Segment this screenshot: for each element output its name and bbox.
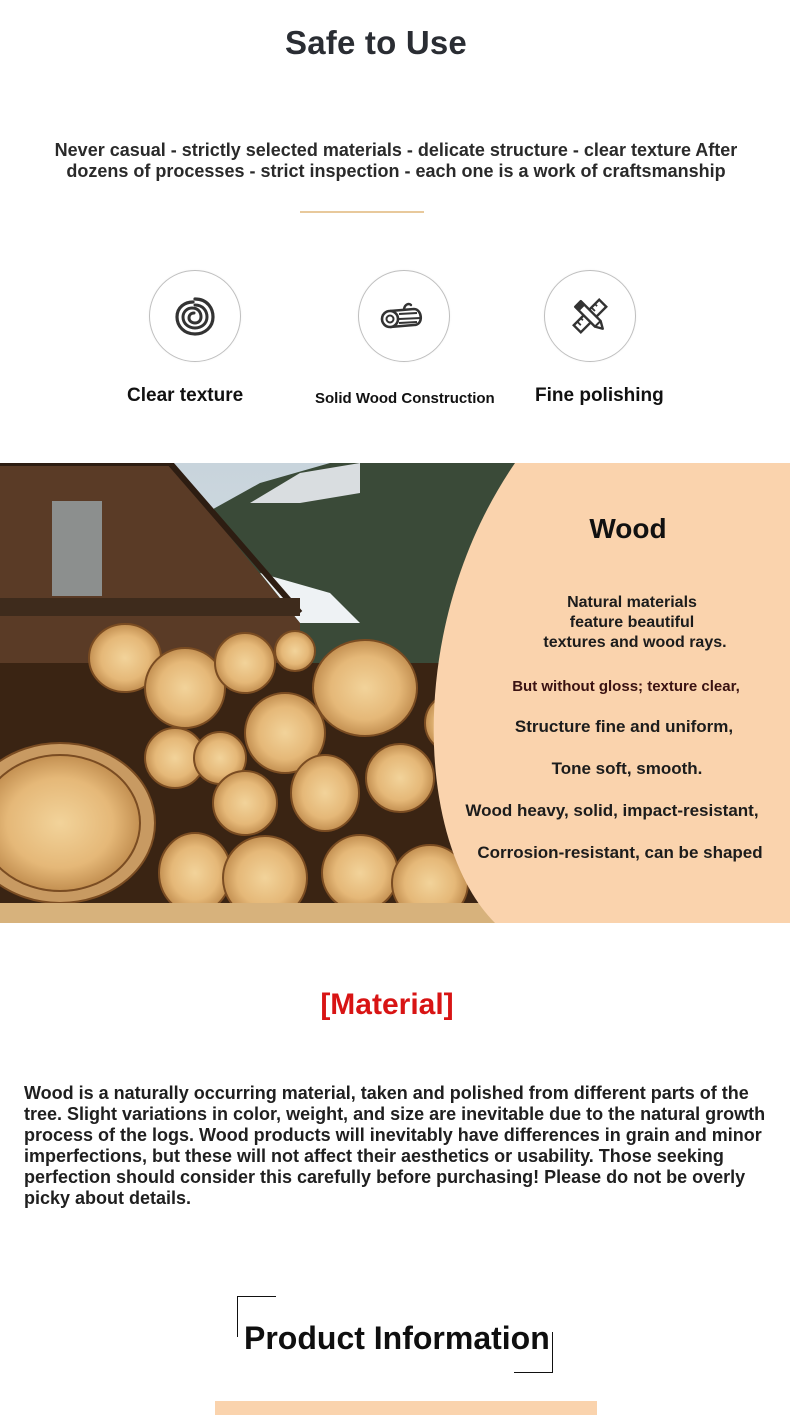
pencil-ruler-icon — [563, 289, 617, 343]
wood-line: Corrosion-resistant, can be shaped — [477, 843, 763, 862]
feature-label: Clear texture — [127, 385, 244, 406]
solid-wood-icon-circle — [358, 270, 450, 362]
feature-label: Fine polishing — [535, 385, 664, 406]
corner-bracket-bottom-right — [514, 1332, 553, 1373]
wood-line: textures and wood rays. — [543, 634, 727, 651]
intro-text: Never casual - strictly selected materials - delicate structure - clear texture After dozens of processes - strict inspection - each one is a work of craftsmanship — [54, 140, 738, 181]
wood-title: Wood — [589, 513, 667, 544]
wood-line: Structure fine and uniform, — [514, 717, 734, 736]
clear-texture-icon-circle — [149, 270, 241, 362]
material-title: [Material] — [320, 988, 454, 1021]
wood-line: Wood heavy, solid, impact-resistant, — [465, 801, 759, 820]
wood-line: feature beautiful — [569, 614, 695, 631]
wood-log-icon — [377, 289, 431, 343]
fine-polishing-icon-circle — [544, 270, 636, 362]
product-information-title: Product Information — [244, 1320, 550, 1356]
peach-accent-bar — [215, 1401, 597, 1415]
wood-banner — [0, 463, 790, 923]
spiral-texture-icon — [168, 289, 222, 343]
feature-label: Solid Wood Construction — [315, 390, 495, 407]
divider-line — [300, 211, 424, 213]
wood-line: Tone soft, smooth. — [551, 759, 703, 778]
material-description: Wood is a naturally occurring material, taken and polished from different parts of the tree. Slight variations in color, weight, and size are inevitable due to the natural growth process of the logs. Wood products will inevitably have differences in grain and minor imperfections, but these will not affect their aesthetics or usability. Those seeking perfection should consider this carefully before purchasing! Please do not be overly picky about details. — [24, 1083, 766, 1208]
section-title-safe-to-use: Safe to Use — [285, 24, 467, 61]
wood-line: Natural materials — [567, 594, 697, 611]
wood-line: But without gloss; texture clear, — [512, 678, 740, 695]
